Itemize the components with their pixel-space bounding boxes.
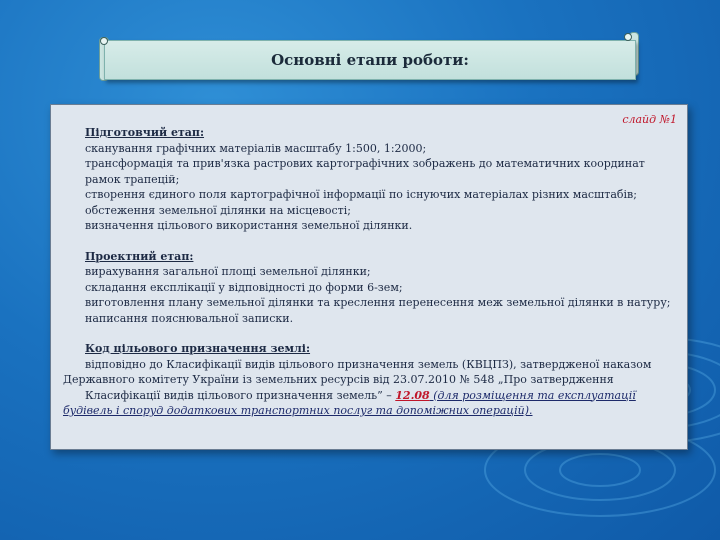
scroll-curl-dot-left (100, 37, 108, 45)
purpose-code-text: відповідно до Класифікації видів цільового призначення земель (КВЦПЗ), затвердженої наказом (85, 357, 652, 371)
purpose-code-text: Державного комітету України із земельних ресурсів від 23.07.2010 № 548 „Про затвердження (63, 373, 614, 386)
page-title: Основні етапи роботи: (271, 51, 469, 69)
preparatory-item: визначення цільового використання земельної ділянки. (85, 219, 413, 232)
preparatory-item: рамок трапецій; (85, 172, 180, 186)
slide-number-label: слайд №1 (622, 113, 677, 126)
content-body (63, 125, 679, 419)
design-item: вирахування загальної площі земельної ділянки; (85, 265, 371, 278)
purpose-code-plain: Класифікації видів цільового призначення земель” – (85, 388, 396, 402)
purpose-code-value: 12.08 (395, 388, 430, 402)
section-heading-purpose-code: Код цільового призначення землі: (85, 342, 311, 355)
preparatory-item: трансформація та прив'язка растрових картографічних зображень до математичних координат (85, 157, 645, 170)
design-item: складання експлікації у відповідності до форми 6-зем; (85, 280, 403, 294)
purpose-code-description-cont: будівель і споруд додаткових транспортних послуг та допоміжних операцій). (63, 404, 533, 417)
design-item: написання пояснювальної записки. (85, 311, 294, 325)
preparatory-item: обстеження земельної ділянки на місцевості; (85, 203, 351, 217)
content-panel (50, 104, 688, 450)
title-banner (104, 40, 636, 80)
purpose-code-text (63, 388, 679, 404)
preparatory-item: сканування графічних матеріалів масштабу 1:500, 1:2000; (85, 141, 427, 155)
section-heading-preparatory: Підготовчий етап: (85, 126, 205, 139)
preparatory-item: створення єдиного поля картографічної інформації по існуючих матеріалах різних масштабів; (85, 188, 637, 201)
purpose-code-description: (для розміщення та експлуатації (429, 388, 636, 402)
scroll-curl-dot-right (624, 33, 632, 41)
section-heading-design: Проектний етап: (85, 249, 194, 263)
design-item: виготовлення плану земельної ділянки та креслення перенесення меж земельної ділянки в натуру; (85, 296, 671, 309)
